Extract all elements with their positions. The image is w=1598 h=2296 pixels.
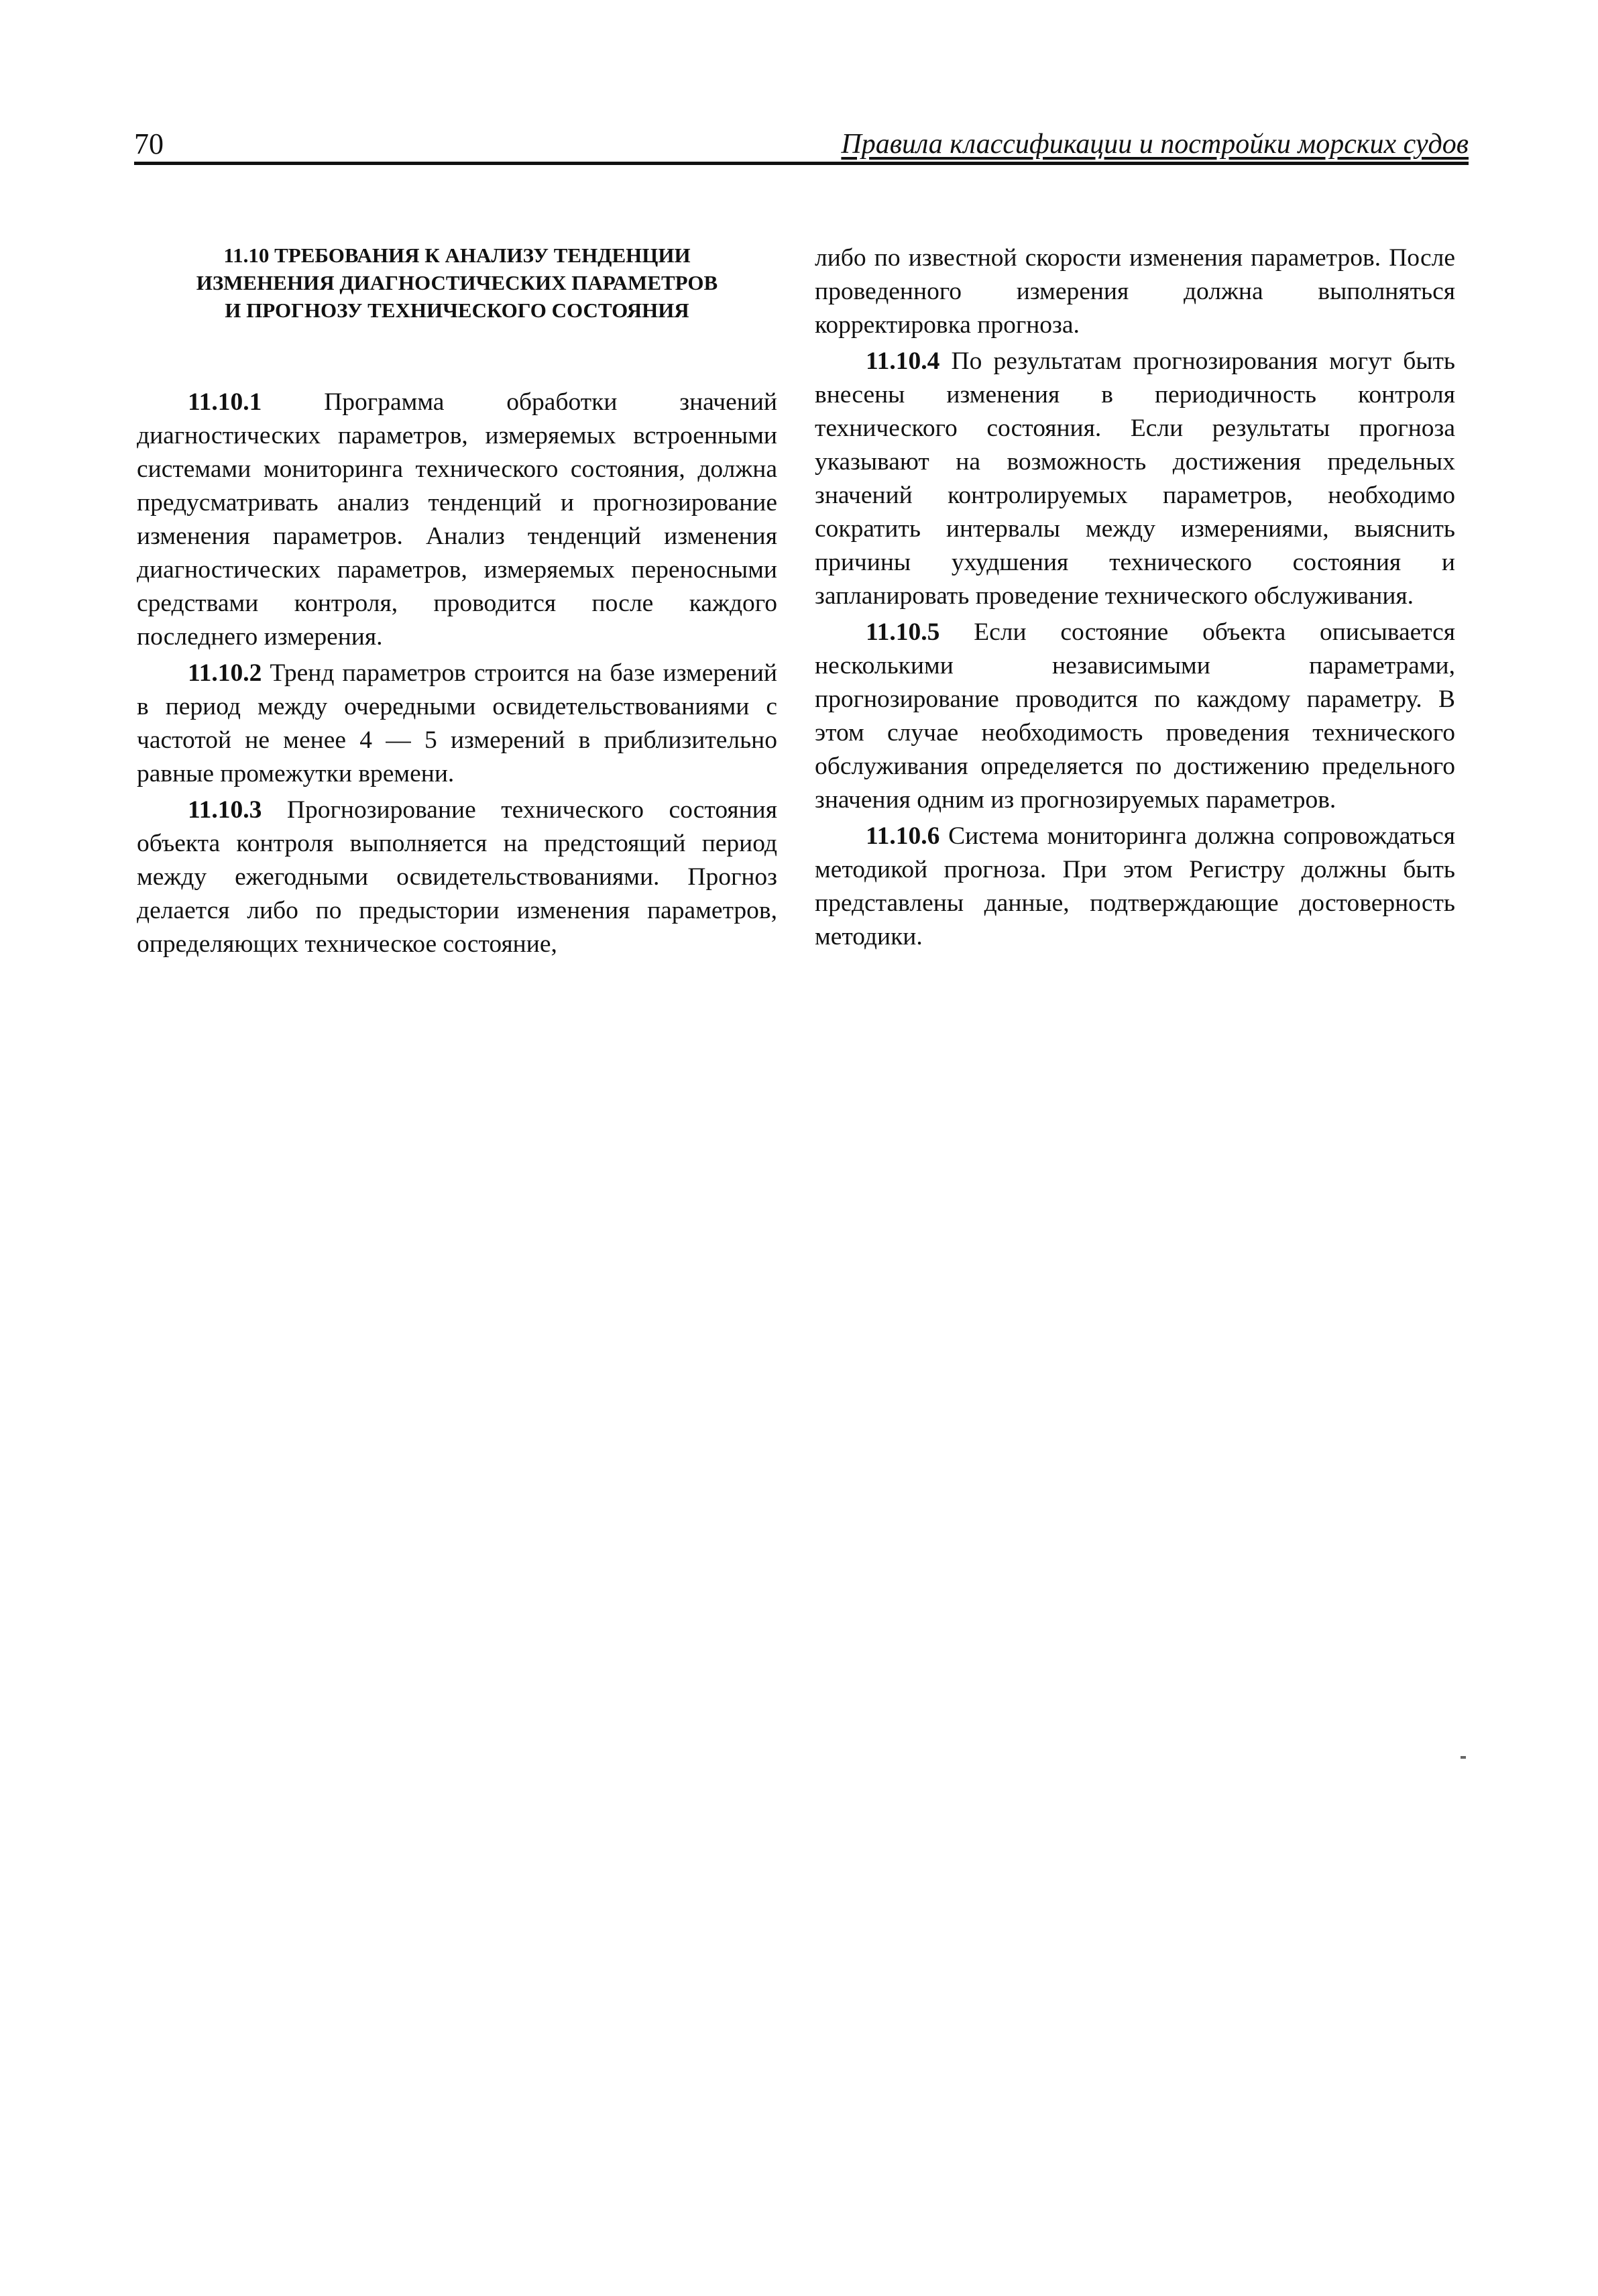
right-column (815, 241, 1455, 954)
running-title: Правила классификации и постройки морских судов (841, 129, 1469, 160)
page-header (134, 125, 1469, 164)
section-title-line: 11.10 ТРЕБОВАНИЯ К АНАЛИЗУ ТЕНДЕНЦИИ (223, 243, 691, 267)
section-title-line: И ПРОГНОЗУ ТЕХНИЧЕСКОГО СОСТОЯНИЯ (225, 298, 689, 322)
section-title (137, 241, 777, 324)
paragraph-number: 11.10.3 (188, 796, 262, 824)
paragraph-11-10-6 (815, 820, 1455, 954)
paragraph-continuation: либо по известной скорости изменения параметров. После проведенного измерения должна выполняться корректировка прогноза. (815, 244, 1455, 339)
paragraph-number: 11.10.2 (188, 659, 262, 687)
paragraph-text: Тренд параметров строится на базе измерений в период между очередными освидетельствованиями с частотой не менее 4 — 5 измерений в приблизительно равные промежутки времени. (137, 659, 777, 787)
scan-speck (1461, 1756, 1466, 1759)
paragraph-text: По результатам прогнозирования могут быть внесены изменения в периодичность контроля технического состояния. Если результаты прогноза указывают на возможность достижения предельных значений контролируемых параметров, необходимо сократить интервалы между измерениями, выяснить причины ухудшения технического состояния и запланировать проведение технического обслуживания. (815, 347, 1455, 610)
paragraph-number: 11.10.5 (866, 618, 940, 646)
header-rule (134, 162, 1469, 165)
left-column (137, 241, 777, 961)
paragraph-11-10-3 (137, 794, 777, 961)
paragraph-11-10-5 (815, 616, 1455, 817)
paragraph-11-10-2 (137, 657, 777, 791)
paragraph-text: Прогнозирование технического состояния объекта контроля выполняется на предстоящий период между ежегодными освидетельствованиями. Прогноз делается либо по предыстории изменения параметров, определяющих техническое состояние, (137, 796, 777, 958)
paragraph-number: 11.10.6 (866, 822, 940, 850)
paragraph-text: Система мониторинга должна сопровождаться методикой прогноза. При этом Регистру должны быть представлены данные, подтверждающие достоверность методики. (815, 822, 1455, 950)
section-title-line: ИЗМЕНЕНИЯ ДИАГНОСТИЧЕСКИХ ПАРАМЕТРОВ (196, 271, 718, 294)
paragraph-text: Если состояние объекта описывается несколькими независимыми параметрами, прогнозирование проводится по каждому параметру. В этом случае необходимость проведения технического обслуживания определяется по достижению предельного значения одним из прогнозируемых параметров. (815, 618, 1455, 814)
paragraph-11-10-1 (137, 386, 777, 654)
paragraph-11-10-4 (815, 345, 1455, 613)
page-number: 70 (134, 127, 164, 160)
paragraph-number: 11.10.4 (866, 347, 940, 375)
paragraph-number: 11.10.1 (188, 388, 262, 416)
paragraph-text: Программа обработки значений диагностических параметров, измеряемых встроенными системами мониторинга технического состояния, должна предусматривать анализ тенденций и прогнозирование изменения параметров. Анализ тенденций изменения диагностических параметров, измеряемых переносными средствами контроля, проводится после каждого последнего измерения. (137, 388, 777, 651)
